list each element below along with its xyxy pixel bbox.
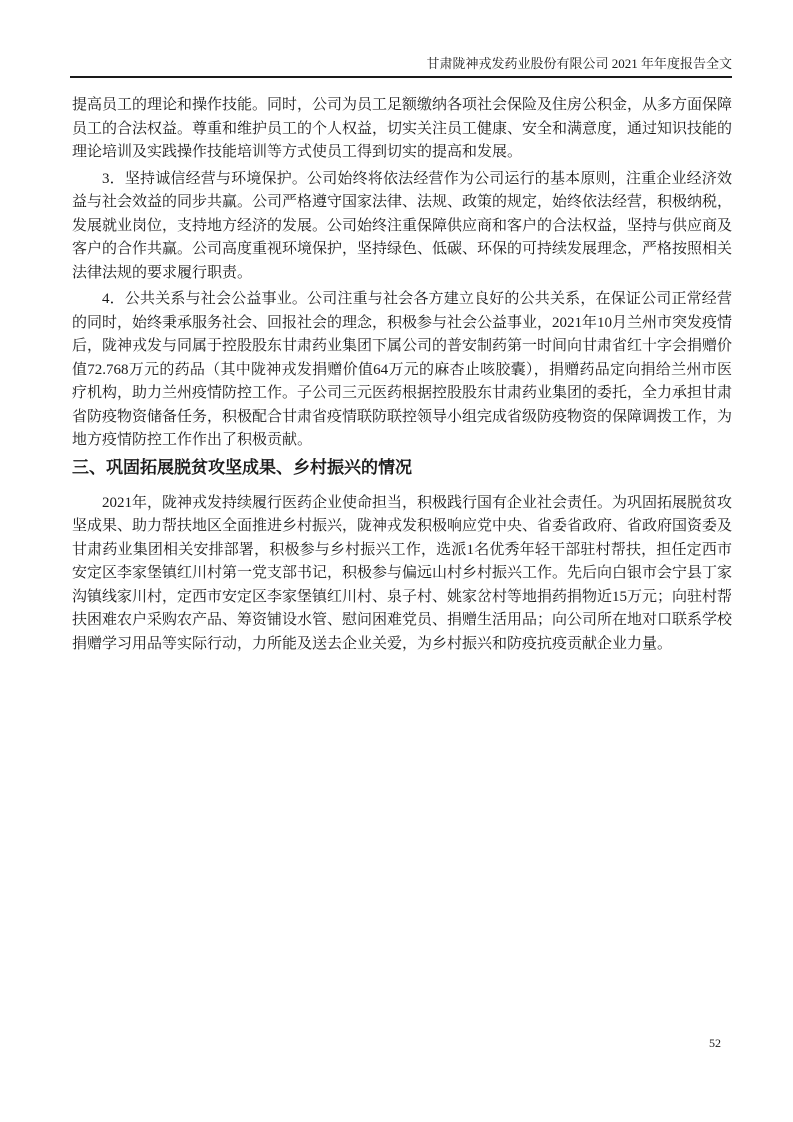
paragraph-public-welfare: 4．公共关系与社会公益事业。公司注重与社会各方建立良好的公共关系，在保证公司正常经营的同时，始终秉承服务社会、回报社会的理念，积极参与社会公益事业，2021年10月兰州市突发疫情后，陇神戎发与同属于控股股东甘肃药业集团下属公司的普安制药第一时间向甘肃省红十字会捐赠价值72.768万元的药品（其中陇神戎发捐赠价值64万元的麻杏止咳胶囊），捐赠药品定向捐给兰州市医疗机构，助力兰州疫情防控工作。子公司三元医药根据控股股东甘肃药业集团的委托，全力承担甘肃省防疫物资储备任务，积极配合甘肃省疫情联防联控领导小组完成省级防疫物资的保障调拨工作，为地方疫情防控工作作出了积极贡献。: [72, 291, 733, 448]
page-number: 52: [709, 1036, 721, 1050]
paragraph-rural-revitalization: 2021年，陇神戎发持续履行医药企业使命担当，积极践行国有企业社会责任。为巩固拓展脱贫攻坚成果、助力帮扶地区全面推进乡村振兴，陇神戎发积极响应党中央、省委省政府、省政府国资委及甘肃药业集团相关安排部署，积极参与乡村振兴工作，选派1名优秀年轻干部驻村帮扶，担任定西市安定区李家堡镇红川村第一党支部书记，积极参与偏远山村乡村振兴工作。先后向白银市会宁县丁家沟镇线家川村，定西市安定区李家堡镇红川村、泉子村、姚家岔村等地捐药捐物近15万元；向驻村帮扶困难农户采购农产品、筹资铺设水管、慰问困难党员、捐赠生活用品；向公司所在地对口联系学校捐赠学习用品等实际行动，力所能及送去企业关爱，为乡村振兴和防疫抗疫贡献企业力量。: [72, 494, 733, 652]
page-content: [72, 94, 732, 656]
report-title: 甘肃陇神戎发药业股份有限公司 2021 年年度报告全文: [426, 56, 732, 71]
section-heading-rural-revitalization: 三、巩固拓展脱贫攻坚成果、乡村振兴的情况: [72, 457, 412, 477]
paragraph-integrity-environment: 3．坚持诚信经营与环境保护。公司始终将依法经营作为公司运行的基本原则，注重企业经济效益与社会效益的同步共赢。公司严格遵守国家法律、法规、政策的规定，始终依法经营，积极纳税，发展就业岗位，支持地方经济的发展。公司始终注重保障供应商和客户的合法权益，坚持与供应商及客户的合作共赢。公司高度重视环境保护，坚持绿色、低碳、环保的可持续发展理念，严格按照相关法律法规的要求履行职责。: [72, 170, 733, 281]
page-header: [70, 56, 732, 78]
paragraph-employee-benefits: 提高员工的理论和操作技能。同时，公司为员工足额缴纳各项社会保险及住房公积金，从多方面保障员工的合法权益。尊重和维护员工的个人权益，切实关注员工健康、安全和满意度，通过知识技能的理论培训及实践操作技能培训等方式使员工得到切实的提高和发展。: [72, 97, 733, 160]
